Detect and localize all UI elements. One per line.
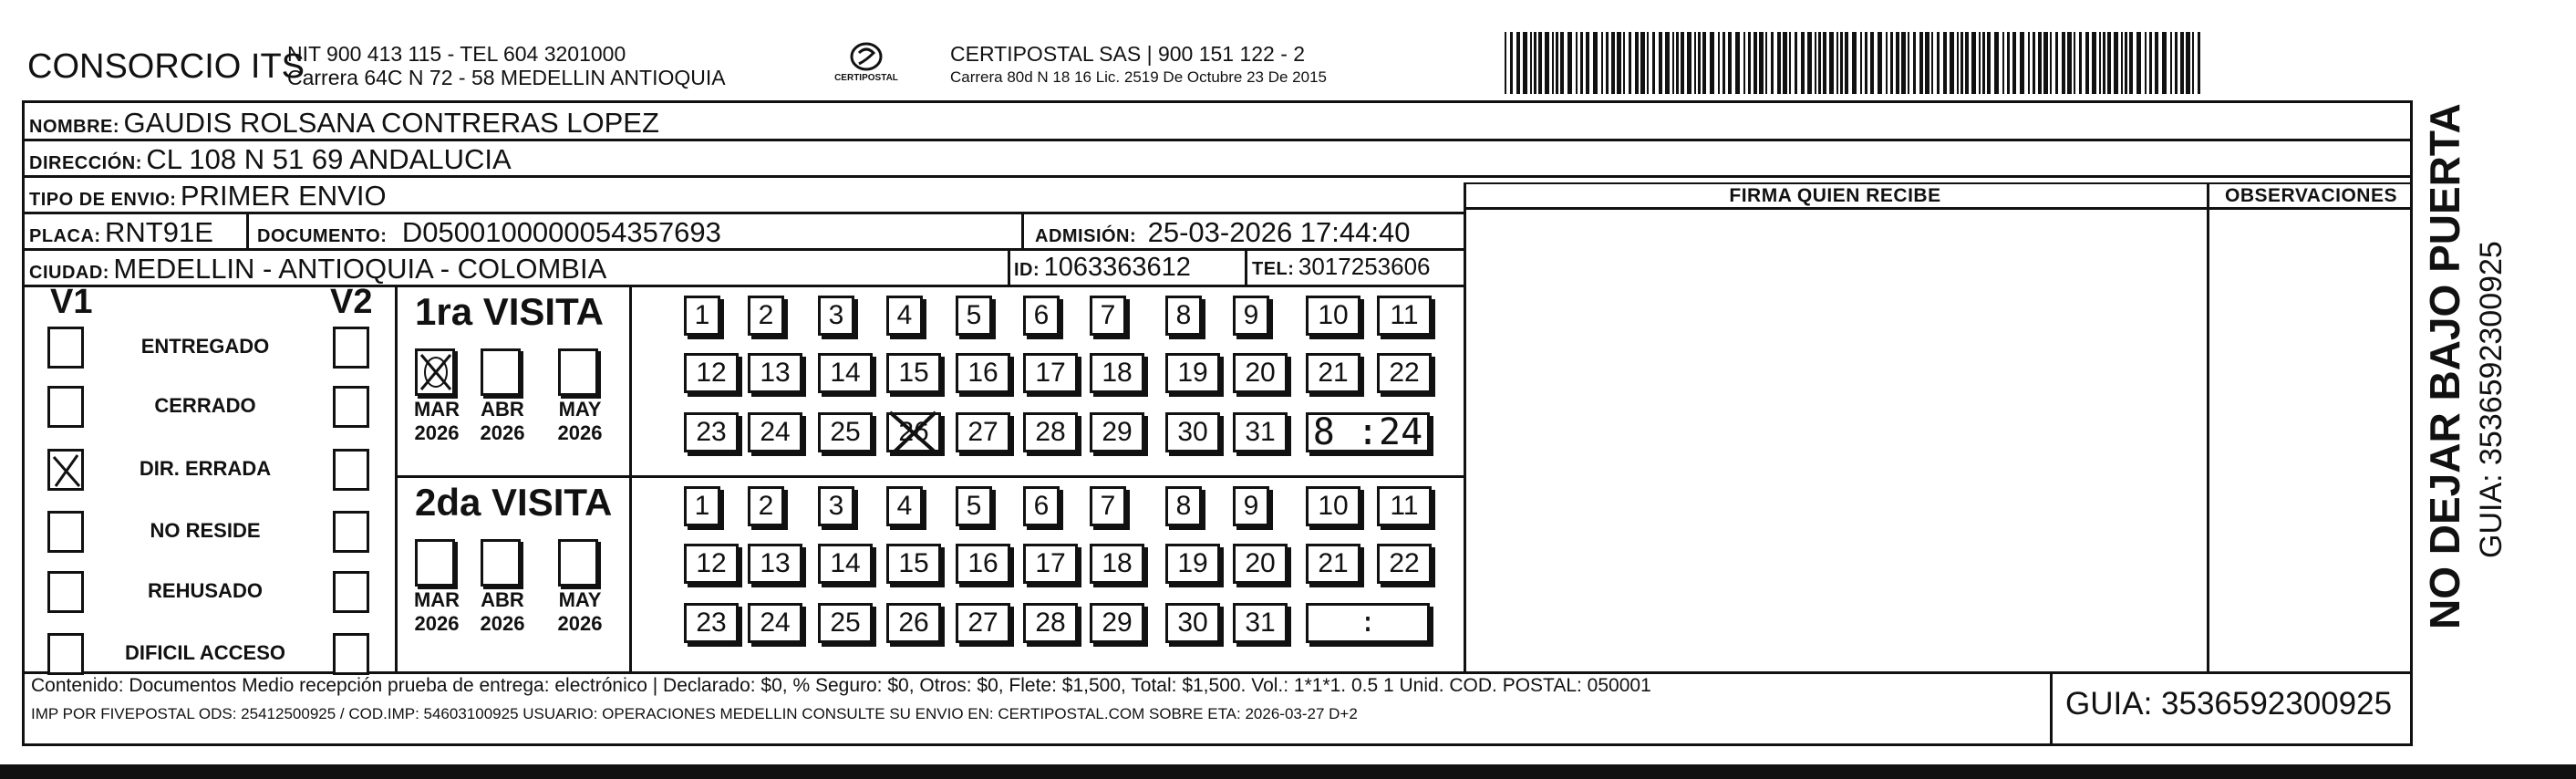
barcode-bar xyxy=(1971,32,1976,94)
ciudad-row xyxy=(29,253,606,286)
barcode-bar xyxy=(1860,32,1862,94)
barcode-bar xyxy=(1593,32,1598,94)
day-box[interactable]: 17 xyxy=(1023,544,1078,584)
barcode-bar xyxy=(2170,32,2172,94)
tipo-row xyxy=(29,180,387,213)
day-box[interactable]: 18 xyxy=(1090,544,1144,584)
day-box[interactable]: 14 xyxy=(818,353,873,393)
admision-value: 25-03-2026 17:44:40 xyxy=(1147,216,1411,248)
barcode-bar xyxy=(1771,32,1774,94)
barcode-bar xyxy=(1552,32,1554,94)
day-box[interactable]: 5 xyxy=(956,296,992,336)
barcode-bar xyxy=(2020,32,2024,94)
barcode-bar xyxy=(2028,32,2030,94)
side-guia: GUIA: 3536592300925 xyxy=(2474,241,2509,558)
barcode-bar xyxy=(2114,32,2118,94)
footer-line2: IMP POR FIVEPOSTAL ODS: 25412500925 / COD.IMP: 54603100925 USUARIO: OPERACIONES MEDELLIN CONSULTE SU ENVIO EN: CERTIPOSTAL.COM SOBRE ETA: 2026-03-27 D+2 xyxy=(31,705,1358,722)
day-box[interactable]: 20 xyxy=(1233,353,1288,393)
admision-row xyxy=(1035,216,1410,249)
placa-row xyxy=(29,216,213,249)
carrier-line2: Carrera 80d N 18 16 Lic. 2519 De Octubre 23 De 2015 xyxy=(950,68,1327,86)
barcode-bar xyxy=(2180,32,2184,94)
barcode-bar xyxy=(1538,32,1542,94)
day-box[interactable]: 15 xyxy=(886,353,941,393)
year-label: 2026 xyxy=(480,421,525,444)
barcode-bar xyxy=(1672,32,1674,94)
state-label: CERRADO xyxy=(154,394,256,417)
barcode-bar xyxy=(1840,32,1843,94)
day-box[interactable]: 7 xyxy=(1090,486,1126,526)
guia-number: GUIA: 3536592300925 xyxy=(2065,686,2393,722)
month-label: ABR xyxy=(481,588,524,611)
barcode-bar xyxy=(1965,32,1969,94)
barcode-bar xyxy=(2107,32,2111,94)
barcode-bar xyxy=(1718,32,1720,94)
barcode-bar xyxy=(1556,32,1558,94)
day-box[interactable]: 27 xyxy=(956,412,1010,452)
year-label: 2026 xyxy=(480,612,525,635)
day-box[interactable]: 28 xyxy=(1023,603,1078,643)
barcode-bar xyxy=(1765,32,1767,94)
company-line1: NIT 900 413 115 - TEL 604 3201000 xyxy=(287,42,626,66)
barcode-bar xyxy=(2162,32,2167,94)
v1-header: V1 xyxy=(50,283,93,321)
day-box[interactable]: 6 xyxy=(1023,296,1060,336)
day-box[interactable]: 31 xyxy=(1233,412,1288,452)
barcode-bar xyxy=(1818,32,1821,94)
tel-label: TEL: xyxy=(1252,259,1295,279)
time-box[interactable]: 8 :24 xyxy=(1306,412,1430,452)
barcode-bar xyxy=(2043,32,2048,94)
day-box[interactable]: 4 xyxy=(886,486,923,526)
day-box[interactable]: 19 xyxy=(1165,544,1220,584)
day-box[interactable]: 13 xyxy=(748,544,802,584)
day-box[interactable]: 25 xyxy=(818,412,873,452)
barcode-bar xyxy=(2192,32,2194,94)
day-box[interactable]: 1 xyxy=(684,296,720,336)
v2-checkbox[interactable] xyxy=(333,449,369,491)
barcode-bar xyxy=(1890,32,1893,94)
barcode-bar xyxy=(1665,32,1670,94)
state-label: ENTREGADO xyxy=(140,335,270,358)
day-box[interactable]: 21 xyxy=(1306,353,1360,393)
day-box[interactable]: 9 xyxy=(1233,296,1269,336)
month-checkbox[interactable] xyxy=(558,348,598,396)
barcode-bar xyxy=(1505,32,1506,94)
barcode-bar xyxy=(1852,32,1857,94)
v2-checkbox[interactable] xyxy=(333,511,369,553)
v1-checkbox[interactable] xyxy=(47,386,84,428)
day-box[interactable]: 4 xyxy=(886,296,923,336)
barcode-bar xyxy=(2079,32,2082,94)
day-box[interactable]: 1 xyxy=(684,486,720,526)
day-box[interactable]: 8 xyxy=(1165,486,1202,526)
tel-value: 3017253606 xyxy=(1298,253,1431,280)
barcode-bar xyxy=(1759,32,1764,94)
month-label: MAR xyxy=(413,588,460,611)
ciudad-value: MEDELLIN - ANTIOQUIA - COLOMBIA xyxy=(113,253,607,285)
day-box[interactable]: 29 xyxy=(1090,412,1144,452)
nombre-value: GAUDIS ROLSANA CONTRERAS LOPEZ xyxy=(123,107,659,139)
day-box[interactable]: 30 xyxy=(1165,412,1220,452)
day-box[interactable]: 23 xyxy=(684,603,739,643)
state-label: DIFICIL ACCESO xyxy=(124,641,285,664)
day-box[interactable]: 25 xyxy=(818,603,873,643)
barcode-bar xyxy=(1652,32,1655,94)
day-box[interactable]: 26 xyxy=(886,412,941,452)
barcode-bar xyxy=(2033,32,2035,94)
day-box[interactable]: 2 xyxy=(748,296,784,336)
v2-checkbox[interactable] xyxy=(333,327,369,369)
v1-checkbox[interactable] xyxy=(47,571,84,613)
barcode-bar xyxy=(1523,32,1527,94)
company-line2: Carrera 64C N 72 - 58 MEDELLIN ANTIOQUIA xyxy=(287,66,726,89)
barcode-bar xyxy=(1801,32,1805,94)
second-visit-title: 2da VISITA xyxy=(415,481,613,524)
barcode-bar xyxy=(1908,32,1909,94)
observaciones-header: OBSERVACIONES xyxy=(2225,185,2397,206)
barcode-bar xyxy=(1510,32,1513,94)
state-label: REHUSADO xyxy=(148,579,263,602)
day-box[interactable]: 11 xyxy=(1377,486,1432,526)
barcode-bar xyxy=(2038,32,2042,94)
day-box[interactable]: 5 xyxy=(956,486,992,526)
day-box[interactable]: 30 xyxy=(1165,603,1220,643)
day-box[interactable]: 23 xyxy=(684,412,739,452)
barcode-bar xyxy=(1635,32,1639,94)
first-visit-title: 1ra VISITA xyxy=(415,290,604,333)
barcode-bar xyxy=(1886,32,1888,94)
v1-checkbox[interactable] xyxy=(47,327,84,369)
v2-checkbox[interactable] xyxy=(333,571,369,613)
barcode-bar xyxy=(1925,32,1929,94)
barcode-bar xyxy=(1617,32,1621,94)
barcode-bar xyxy=(1629,32,1631,94)
day-box[interactable]: 6 xyxy=(1023,486,1060,526)
barcode-bar xyxy=(1694,32,1696,94)
day-box[interactable]: 2 xyxy=(748,486,784,526)
barcode-bar xyxy=(1960,32,1963,94)
month-checkbox[interactable] xyxy=(415,348,455,396)
barcode-bar xyxy=(1950,32,1954,94)
barcode-bar xyxy=(2175,32,2178,94)
day-box[interactable]: 29 xyxy=(1090,603,1144,643)
time-box[interactable]: : xyxy=(1306,603,1430,643)
barcode-bar xyxy=(1937,32,1940,94)
barcode-bar xyxy=(1823,32,1826,94)
day-box[interactable]: 10 xyxy=(1306,296,1360,336)
barcode-bar xyxy=(1601,32,1603,94)
barcode-bar xyxy=(1748,32,1751,94)
nombre-label: NOMBRE: xyxy=(29,117,120,137)
barcode-bar xyxy=(1957,32,1959,94)
barcode-bar xyxy=(1878,32,1882,94)
month-label: ABR xyxy=(481,398,524,421)
barcode-bar xyxy=(1979,32,1981,94)
barcode-bar xyxy=(2103,32,2105,94)
barcode-bar xyxy=(1606,32,1609,94)
barcode-bar xyxy=(1545,32,1549,94)
certipostal-logo-icon xyxy=(830,36,903,93)
day-box[interactable]: 10 xyxy=(1306,486,1360,526)
day-box[interactable]: 9 xyxy=(1233,486,1269,526)
day-box[interactable]: 16 xyxy=(956,353,1010,393)
barcode-bar xyxy=(1777,32,1781,94)
day-box[interactable]: 13 xyxy=(748,353,802,393)
barcode-bar xyxy=(2050,32,2052,94)
state-label: DIR. ERRADA xyxy=(139,457,272,480)
barcode-bar xyxy=(2012,32,2016,94)
day-box[interactable]: 16 xyxy=(956,544,1010,584)
month-checkbox[interactable] xyxy=(415,539,455,587)
year-label: 2026 xyxy=(557,421,603,444)
v1-checkbox[interactable] xyxy=(47,633,84,675)
firma-header: FIRMA QUIEN RECIBE xyxy=(1729,185,1941,206)
direccion-row xyxy=(29,143,512,176)
day-box[interactable]: 11 xyxy=(1377,296,1432,336)
barcode-bar xyxy=(2198,32,2200,94)
v2-checkbox[interactable] xyxy=(333,633,369,675)
barcode-bar xyxy=(1687,32,1691,94)
tipo-value: PRIMER ENVIO xyxy=(180,180,387,212)
month-label: MAY xyxy=(558,588,602,611)
day-box[interactable]: 7 xyxy=(1090,296,1126,336)
barcode-bar xyxy=(1728,32,1732,94)
barcode-bar xyxy=(1829,32,1834,94)
month-checkbox[interactable] xyxy=(481,348,521,396)
barcode-bar xyxy=(2125,32,2127,94)
footer-line1: Contenido: Documentos Medio recepción prueba de entrega: electrónico | Declarado: $0, % Seguro: $0, Otros: $0, Flete: $1,500, Total: $1,500. Vol.: 1*1*1. 0.5 1 Unid. COD. POSTAL: 050001 xyxy=(31,675,1651,696)
barcode-bar xyxy=(1534,32,1536,94)
day-box[interactable]: 21 xyxy=(1306,544,1360,584)
placa-label: PLACA: xyxy=(29,226,101,246)
barcode-bar xyxy=(2136,32,2141,94)
day-box[interactable]: 22 xyxy=(1377,544,1432,584)
ciudad-label: CIUDAD: xyxy=(29,263,109,283)
barcode-bar xyxy=(2007,32,2010,94)
day-box[interactable]: 31 xyxy=(1233,603,1288,643)
day-box[interactable]: 19 xyxy=(1165,353,1220,393)
v2-checkbox[interactable] xyxy=(333,386,369,428)
firma-area[interactable] xyxy=(1466,210,2205,670)
barcode-bar xyxy=(2074,32,2075,94)
nombre-row xyxy=(29,107,659,140)
year-label: 2026 xyxy=(414,612,460,635)
barcode-bar xyxy=(1815,32,1816,94)
id-value: 1063363612 xyxy=(1043,253,1191,282)
tipo-label: TIPO DE ENVIO: xyxy=(29,190,177,210)
logo-text: CERTIPOSTAL xyxy=(834,73,898,83)
barcode-bar xyxy=(2085,32,2089,94)
day-box[interactable]: 26 xyxy=(886,603,941,643)
day-box[interactable]: 3 xyxy=(818,486,854,526)
v1-checkbox[interactable] xyxy=(47,511,84,553)
barcode-bar xyxy=(1647,32,1649,94)
bottom-edge xyxy=(0,764,2576,779)
barcode-icon xyxy=(1505,32,2207,94)
barcode-bar xyxy=(1735,32,1740,94)
year-label: 2026 xyxy=(414,421,460,444)
direccion-value: CL 108 N 51 69 ANDALUCIA xyxy=(146,143,512,175)
documento-row xyxy=(257,216,721,249)
day-box[interactable]: 12 xyxy=(684,544,739,584)
barcode-bar xyxy=(1611,32,1615,94)
id-label: ID: xyxy=(1014,260,1040,280)
day-box[interactable]: 15 xyxy=(886,544,941,584)
observaciones-area[interactable] xyxy=(2210,210,2411,670)
barcode-bar xyxy=(1702,32,1706,94)
barcode-bar xyxy=(2099,32,2101,94)
barcode-bar xyxy=(1723,32,1725,94)
barcode-bar xyxy=(2055,32,2058,94)
barcode-bar xyxy=(1623,32,1625,94)
tel-row xyxy=(1252,253,1431,281)
day-box[interactable]: 14 xyxy=(818,544,873,584)
day-box[interactable]: 8 xyxy=(1165,296,1202,336)
day-box[interactable]: 24 xyxy=(748,412,802,452)
barcode-bar xyxy=(1743,32,1745,94)
barcode-bar xyxy=(2002,32,2004,94)
barcode-bar xyxy=(1982,32,1985,94)
barcode-bar xyxy=(1987,32,1991,94)
day-box[interactable]: 17 xyxy=(1023,353,1078,393)
v1-checkbox[interactable] xyxy=(47,449,84,491)
barcode-bar xyxy=(1865,32,1867,94)
day-box[interactable]: 12 xyxy=(684,353,739,393)
id-row xyxy=(1014,253,1191,283)
barcode-bar xyxy=(1896,32,1899,94)
admision-label: ADMISIÓN: xyxy=(1035,226,1137,246)
documento-label: DOCUMENTO: xyxy=(257,226,388,246)
barcode-bar xyxy=(1901,32,1906,94)
barcode-bar xyxy=(2062,32,2065,94)
barcode-bar xyxy=(1913,32,1916,94)
barcode-bar xyxy=(1560,32,1564,94)
barcode-bar xyxy=(1681,32,1684,94)
barcode-bar xyxy=(1659,32,1662,94)
barcode-bar xyxy=(1931,32,1933,94)
day-box[interactable]: 28 xyxy=(1023,412,1078,452)
barcode-bar xyxy=(1870,32,1874,94)
documento-value: D0500100000054357693 xyxy=(401,216,721,248)
barcode-bar xyxy=(1640,32,1645,94)
check-x-icon xyxy=(50,452,83,490)
barcode-bar xyxy=(1710,32,1714,94)
day-box[interactable]: 20 xyxy=(1233,544,1288,584)
barcode-bar xyxy=(1789,32,1791,94)
barcode-bar xyxy=(2092,32,2096,94)
check-x-icon xyxy=(418,351,454,393)
day-box[interactable]: 22 xyxy=(1377,353,1432,393)
barcode-bar xyxy=(2129,32,2133,94)
day-box[interactable]: 27 xyxy=(956,603,1010,643)
company-name: CONSORCIO ITS xyxy=(27,47,305,86)
barcode-bar xyxy=(1676,32,1679,94)
month-checkbox[interactable] xyxy=(481,539,521,587)
barcode-bar xyxy=(2067,32,2072,94)
barcode-bar xyxy=(1845,32,1848,94)
barcode-bar xyxy=(1919,32,1923,94)
barcode-bar xyxy=(1754,32,1757,94)
barcode-bar xyxy=(1530,32,1532,94)
barcode-bar xyxy=(1783,32,1787,94)
barcode-bar xyxy=(2186,32,2190,94)
month-label: MAY xyxy=(558,398,602,421)
barcode-bar xyxy=(1516,32,1520,94)
day-box[interactable]: 3 xyxy=(818,296,854,336)
barcode-bar xyxy=(1943,32,1947,94)
year-label: 2026 xyxy=(557,612,603,635)
side-warning: NO DEJAR BAJO PUERTA xyxy=(2421,103,2468,629)
barcode-bar xyxy=(2145,32,2147,94)
barcode-bar xyxy=(1698,32,1701,94)
barcode-bar xyxy=(1807,32,1812,94)
barcode-bar xyxy=(2149,32,2152,94)
barcode-bar xyxy=(1576,32,1578,94)
barcode-bar xyxy=(2121,32,2123,94)
direccion-label: DIRECCIÓN: xyxy=(29,153,142,173)
barcode-bar xyxy=(1580,32,1583,94)
barcode-bar xyxy=(1994,32,1999,94)
carrier-line1: CERTIPOSTAL SAS | 900 151 122 - 2 xyxy=(950,42,1306,66)
day-box[interactable]: 18 xyxy=(1090,353,1144,393)
day-box[interactable]: 24 xyxy=(748,603,802,643)
v2-header: V2 xyxy=(330,283,373,321)
placa-value: RNT91E xyxy=(105,216,213,248)
month-label: MAR xyxy=(413,398,460,421)
barcode-bar xyxy=(1795,32,1797,94)
barcode-bar xyxy=(2155,32,2158,94)
state-label: NO RESIDE xyxy=(150,519,261,542)
barcode-bar xyxy=(1586,32,1589,94)
barcode-bar xyxy=(1836,32,1838,94)
barcode-bar xyxy=(1567,32,1572,94)
month-checkbox[interactable] xyxy=(558,539,598,587)
